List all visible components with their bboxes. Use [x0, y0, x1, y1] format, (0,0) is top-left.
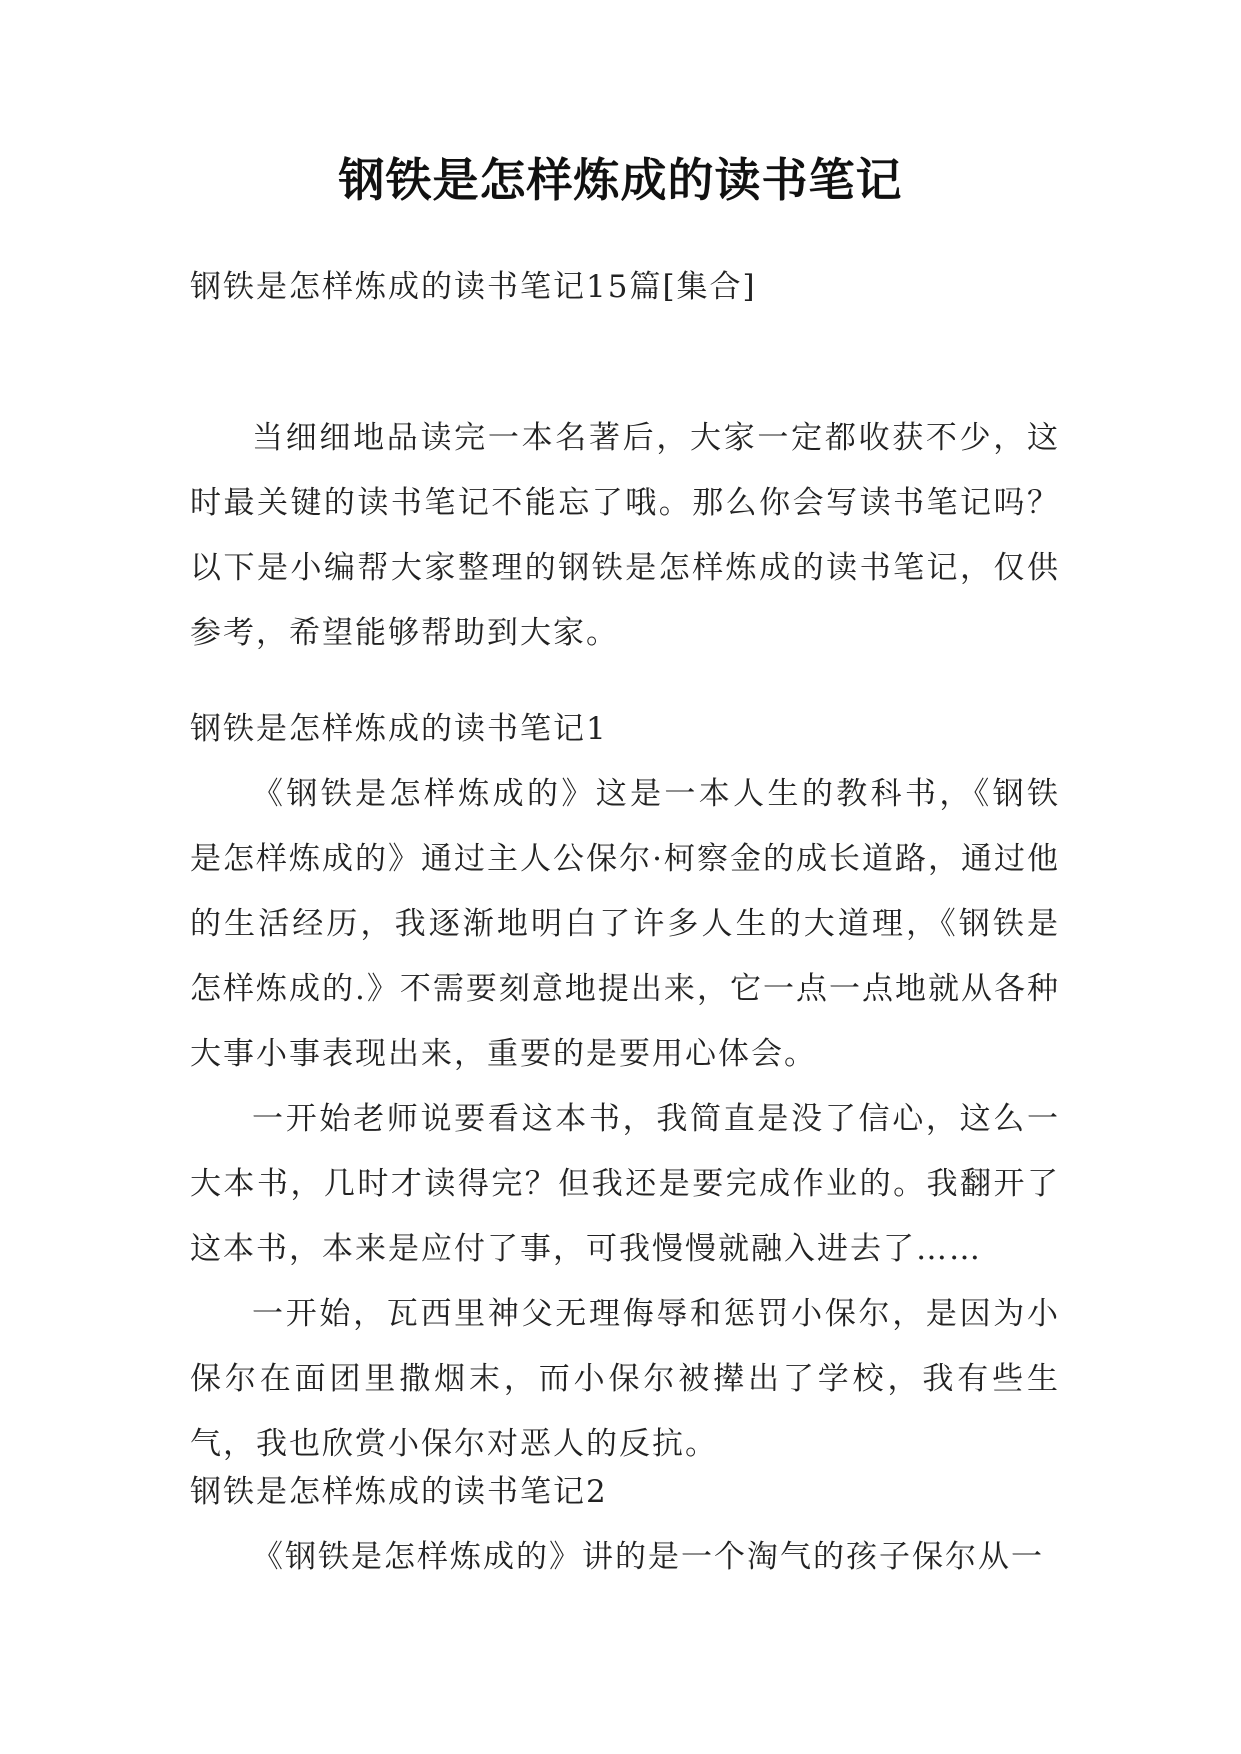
section-heading: 钢铁是怎样炼成的读书笔记1 [190, 711, 608, 747]
section-paragraph: 一开始老师说要看这本书，我简直是没了信心，这么一大本书，几时才读得完？但我还是要完成作业的。我翻开了这本书，本来是应付了事，可我慢慢就融入进去了…… [190, 1101, 1060, 1267]
section-paragraph: 一开始，瓦西里神父无理侮辱和惩罚小保尔，是因为小保尔在面团里撒烟末，而小保尔被撵出了学校，我有些生气，我也欣赏小保尔对恶人的反抗。 [190, 1296, 1060, 1462]
intro-section [190, 406, 1060, 666]
section-heading: 钢铁是怎样炼成的读书笔记2 [190, 1474, 608, 1510]
section-1 [190, 697, 1060, 1477]
section-2 [190, 1460, 1060, 1590]
document-subtitle: 钢铁是怎样炼成的读书笔记15篇[集合] [190, 269, 757, 305]
document-title: 钢铁是怎样炼成的读书笔记 [338, 153, 903, 207]
section-paragraph: 《钢铁是怎样炼成的》这是一本人生的教科书，《钢铁是怎样炼成的》通过主人公保尔·柯察金的成长道路，通过他的生活经历，我逐渐地明白了许多人生的大道理，《钢铁是怎样炼成的.》不需要刻意地提出来，它一点一点地就从各种大事小事表现出来，重要的是要用心体会。 [190, 776, 1060, 1072]
intro-paragraph: 当细细地品读完一本名著后，大家一定都收获不少，这时最关键的读书笔记不能忘了哦。那么你会写读书笔记吗？以下是小编帮大家整理的钢铁是怎样炼成的读书笔记，仅供参考，希望能够帮助到大家。 [190, 420, 1060, 651]
section-paragraph: 《钢铁是怎样炼成的》讲的是一个淘气的孩子保尔从一 [252, 1539, 1044, 1575]
